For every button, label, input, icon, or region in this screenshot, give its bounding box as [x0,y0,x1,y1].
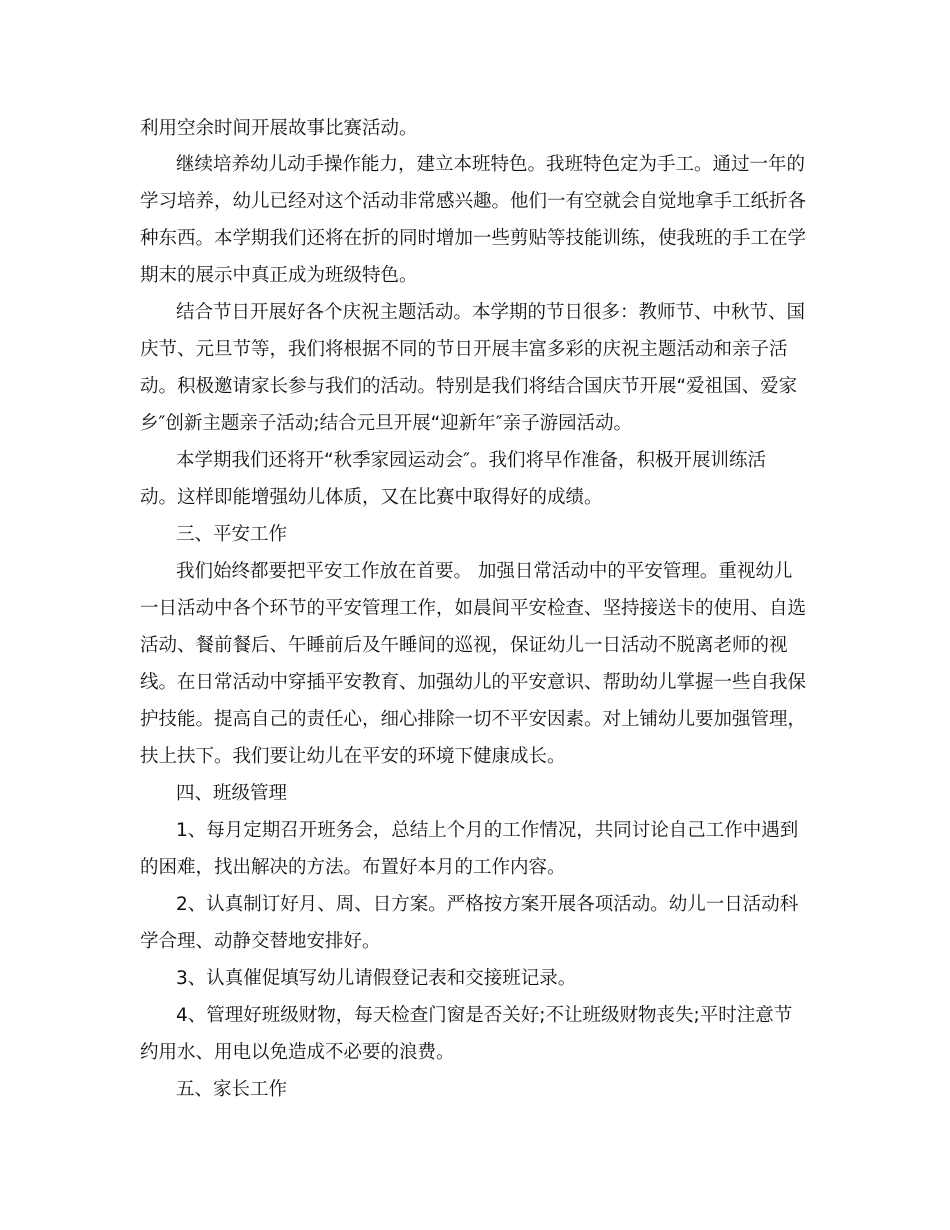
paragraph-line: 1、每月定期召开班务会，总结上个月的工作情况，共同讨论自己工作中遇到 [176,820,799,841]
paragraph-line: 线。在日常活动中穿插平安教育、加强幼儿的平安意识、帮助幼儿掌握一些自我保 [140,672,807,693]
paragraph-line: 本学期我们还将开“秋季家园运动会″。我们将早作准备，积极开展训练活 [176,450,766,471]
paragraph-line: 4、管理好班级财物，每天检查门窗是否关好;不让班级财物丧失;平时注意节 [176,1005,793,1026]
paragraph-line: 约用水、用电以免造成不必要的浪费。 [140,1042,455,1063]
section-heading: 三、平安工作 [176,524,288,545]
paragraph-line: 种东西。本学期我们还将在折的同时增加一些剪贴等技能训练，使我班的手工在学 [140,228,807,249]
paragraph-line: 2、认真制订好月、周、日方案。严格按方案开展各项活动。幼儿一日活动科 [176,894,799,915]
paragraph-line: 庆节、元旦节等，我们将根据不同的节日开展丰富多彩的庆祝主题活动和亲子活 [140,339,788,360]
paragraph-line: 扶上扶下。我们要让幼儿在平安的环境下健康成长。 [140,746,566,767]
paragraph-line: 继续培养幼儿动手操作能力，建立本班特色。我班特色定为手工。通过一年的 [176,154,806,175]
paragraph-line: 动。积极邀请家长参与我们的活动。特别是我们将结合国庆节开展“爱祖国、爱家 [140,376,798,397]
paragraph-line: 我们始终都要把平安工作放在首要。 加强日常活动中的平安管理。重视幼儿 [176,561,793,582]
paragraph-line: 一日活动中各个环节的平安管理工作，如晨间平安检查、坚持接送卡的使用、自选 [140,598,807,619]
paragraph-line: 动。这样即能增强幼儿体质，又在比赛中取得好的成绩。 [140,487,603,508]
paragraph-line: 学合理、动静交替地安排好。 [140,931,381,952]
section-heading: 五、家长工作 [176,1079,288,1100]
section-heading: 四、班级管理 [176,783,288,804]
paragraph-line: 乡″创新主题亲子活动;结合元旦开展“迎新年″亲子游园活动。 [140,413,633,434]
paragraph-line: 结合节日开展好各个庆祝主题活动。本学期的节日很多：教师节、中秋节、国 [176,302,806,323]
paragraph-line: 3、认真催促填写幼儿请假登记表和交接班记录。 [176,968,577,989]
paragraph-line: 利用空余时间开展故事比赛活动。 [140,118,418,139]
paragraph-line: 护技能。提高自己的责任心，细心排除一切不平安因素。对上铺幼儿要加强管理， [140,709,807,730]
paragraph-line: 的困难，找出解决的方法。布置好本月的工作内容。 [140,857,566,878]
paragraph-line: 期末的展示中真正成为班级特色。 [140,265,418,286]
paragraph-line: 学习培养，幼儿已经对这个活动非常感兴趣。他们一有空就会自觉地拿手工纸折各 [140,191,807,212]
paragraph-line: 活动、餐前餐后、午睡前后及午睡间的巡视，保证幼儿一日活动不脱离老师的视 [140,635,788,656]
